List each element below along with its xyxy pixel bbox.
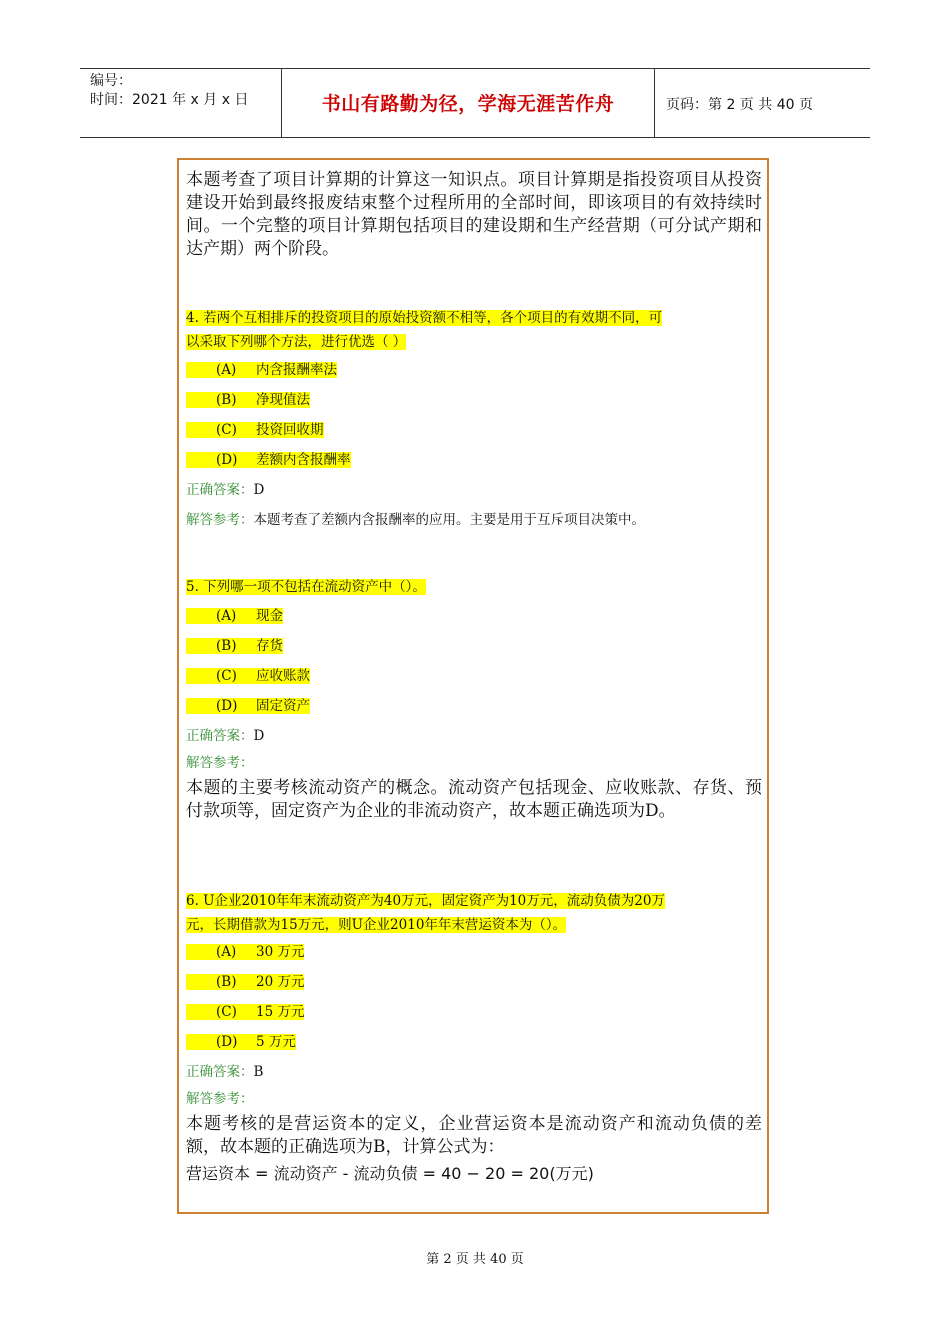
document-number-label: 编号： bbox=[90, 73, 132, 89]
option-text: 内含报酬率法 bbox=[256, 362, 337, 378]
question-5-reference-label bbox=[186, 752, 254, 774]
option-label: (B) bbox=[216, 638, 237, 654]
question-6-option-b bbox=[186, 971, 304, 993]
answer-value: D bbox=[253, 482, 265, 498]
option-text: 30 万元 bbox=[256, 944, 305, 960]
question-5-option-c bbox=[186, 665, 310, 687]
question-5-option-b bbox=[186, 635, 283, 657]
question-6-option-a bbox=[186, 941, 304, 963]
question-6-option-c bbox=[186, 1001, 304, 1023]
option-label: (B) bbox=[216, 392, 237, 408]
option-label: (A) bbox=[216, 362, 237, 378]
intro-paragraph: 本题考查了项目计算期的计算这一知识点。项目计算期是指投资项目从投资建设开始到最终报废结束整个过程所用的全部时间，即该项目的有效持续时间。一个完整的项目计算期包括项目的建设期和生产经营期（可分试产期和达产期）两个阶段。 bbox=[186, 170, 762, 259]
option-label: (C) bbox=[216, 668, 237, 684]
header-meta bbox=[90, 72, 248, 110]
page-header bbox=[80, 68, 870, 138]
question-stem-line: 4. 若两个互相排斥的投资项目的原始投资额不相等，各个项目的有效期不同，可 bbox=[186, 310, 663, 326]
question-6-reference-text: 本题考核的是营运资本的定义，企业营运资本是流动资产和流动负债的差额，故本题的正确选项为B，计算公式为： bbox=[186, 1114, 762, 1157]
header-motto: 书山有路勤为径，学海无涯苦作舟 bbox=[321, 93, 615, 115]
question-4-answer bbox=[186, 479, 264, 501]
question-5-stem bbox=[186, 575, 426, 599]
question-4-reference bbox=[186, 509, 645, 531]
document-date: 时间：2021 年 x 月 x 日 bbox=[90, 92, 249, 108]
option-text: 投资回收期 bbox=[256, 422, 324, 438]
question-6-reference-label bbox=[186, 1088, 254, 1110]
option-text: 存货 bbox=[256, 638, 283, 654]
question-4-option-a bbox=[186, 359, 337, 381]
option-text: 固定资产 bbox=[256, 698, 310, 714]
option-label: (D) bbox=[216, 698, 238, 714]
option-text: 差额内含报酬率 bbox=[256, 452, 351, 468]
option-text: 5 万元 bbox=[256, 1034, 296, 1050]
reference-label: 解答参考： bbox=[186, 1091, 254, 1107]
reference-text: 本题考查了差额内含报酬率的应用。主要是用于互斥项目决策中。 bbox=[253, 512, 645, 528]
reference-label: 解答参考： bbox=[186, 755, 254, 771]
option-label: (C) bbox=[216, 1004, 237, 1020]
question-4-stem bbox=[186, 306, 662, 354]
question-6-stem bbox=[186, 889, 665, 937]
option-text: 净现值法 bbox=[256, 392, 310, 408]
option-label: (B) bbox=[216, 974, 237, 990]
option-label: (D) bbox=[216, 452, 238, 468]
question-6-option-d bbox=[186, 1031, 296, 1053]
option-label: (C) bbox=[216, 422, 237, 438]
answer-value: D bbox=[253, 728, 265, 744]
option-text: 15 万元 bbox=[256, 1004, 305, 1020]
answer-label: 正确答案： bbox=[186, 1064, 254, 1080]
working-capital-formula: 营运资本 = 流动资产 - 流动负债 = 40 − 20 = 20(万元) bbox=[186, 1164, 594, 1183]
question-4-option-b bbox=[186, 389, 310, 411]
content-box bbox=[177, 158, 769, 1214]
question-5-option-d bbox=[186, 695, 310, 717]
question-stem-line: 6. U企业2010年年末流动资产为40万元，固定资产为10万元，流动负债为20万 bbox=[186, 893, 665, 909]
option-label: (A) bbox=[216, 608, 237, 624]
question-5-reference-text: 本题的主要考核流动资产的概念。流动资产包括现金、应收账款、存货、预付款项等，固定资产为企业的非流动资产，故本题正确选项为D。 bbox=[186, 778, 762, 821]
option-text: 20 万元 bbox=[256, 974, 305, 990]
page-footer: 第 2 页 共 40 页 bbox=[426, 1252, 524, 1267]
question-stem-line: 元，长期借款为15万元，则U企业2010年年末营运资本为（）。 bbox=[186, 917, 567, 933]
option-label: (D) bbox=[216, 1034, 238, 1050]
option-text: 现金 bbox=[256, 608, 283, 624]
question-4-option-c bbox=[186, 419, 324, 441]
option-label: (A) bbox=[216, 944, 237, 960]
question-stem-line: 以采取下列哪个方法，进行优选（ ） bbox=[186, 334, 407, 350]
question-4-option-d bbox=[186, 449, 351, 471]
question-stem-line: 5. 下列哪一项不包括在流动资产中（）。 bbox=[186, 579, 426, 595]
option-text: 应收账款 bbox=[256, 668, 310, 684]
question-5-answer bbox=[186, 725, 264, 747]
reference-label: 解答参考： bbox=[186, 512, 254, 528]
header-page-info: 页码：第 2 页 共 40 页 bbox=[666, 97, 813, 113]
answer-value: B bbox=[253, 1064, 264, 1080]
question-6-answer bbox=[186, 1061, 263, 1083]
header-divider bbox=[654, 69, 655, 137]
question-5-option-a bbox=[186, 605, 283, 627]
answer-label: 正确答案： bbox=[186, 482, 254, 498]
answer-label: 正确答案： bbox=[186, 728, 254, 744]
